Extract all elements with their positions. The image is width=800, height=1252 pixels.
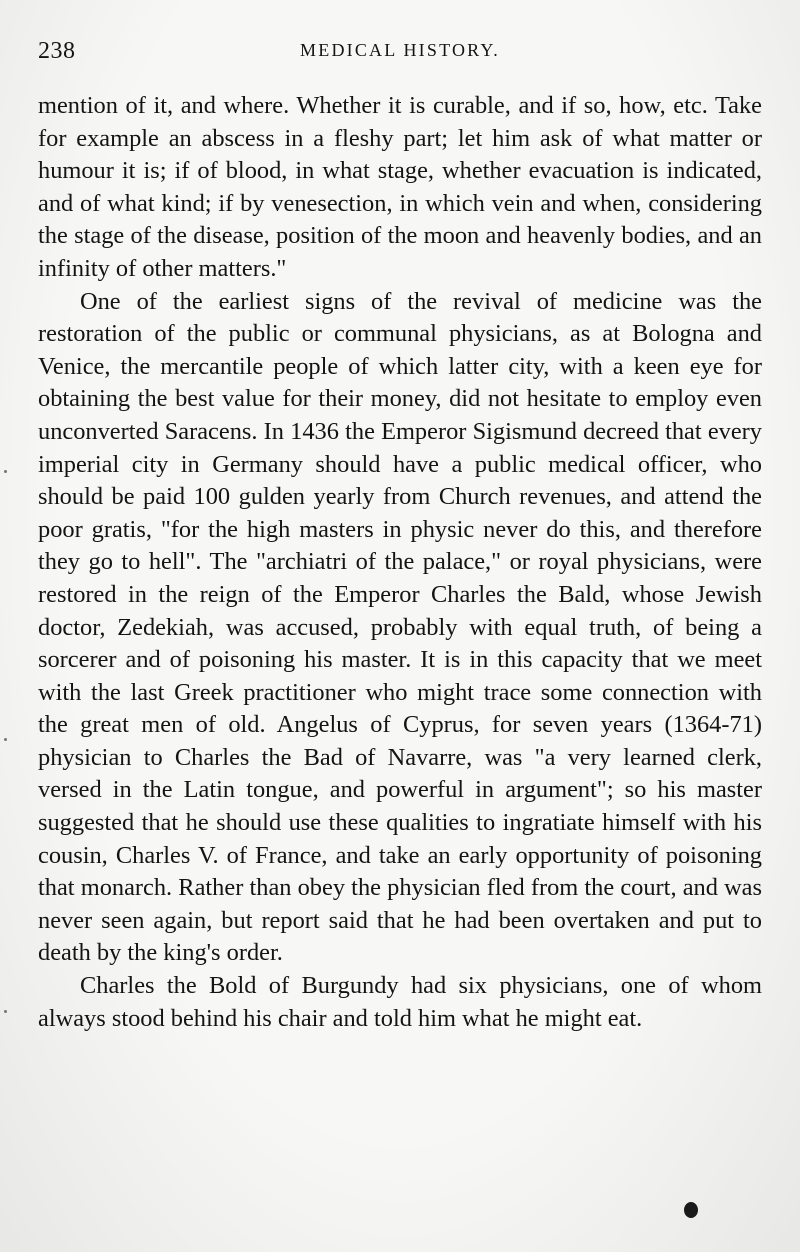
paragraph-physicians: One of the earliest signs of the revival of medicine was the restoration of the public or communal physicians, as at Bologna and Venice, the mercantile people of which latter city, with a keen eye for obtaining the best value for their money, did not hesitate to employ even unconverted Saracens. In 1436 the Emperor Sigismund decreed that every imperial city in Germany should have a public medical officer, who should be paid 100 gulden yearly from Church revenues, and attend the poor gratis, "for the high masters in physic never do this, and therefore they go to hell". The "archiatri of the palace," or royal physicians, were restored in the reign of the Emperor Charles the Bald, whose Jewish doctor, Zedekiah, was accused, probably with equal truth, of being a sorcerer and of poisoning his master. It is in this capacity that we meet with the last Greek practitioner who might trace some connection with the great men of old. Angelus of Cyprus, for seven years (1364-71) physician to Charles the Bad of Navarre, was "a very learned clerk, versed in the Latin tongue, and powerful in argument"; so his master suggested that he should use these qualities to ingratiate himself with his cousin, Charles V. of France, and take an early opportunity of poisoning that monarch. Rather than obey the physician fled from the court, and was never seen again, but report said that he had been overtaken and put to death by the king's order.	[38, 287, 762, 967]
margin-speck	[4, 470, 7, 473]
paragraph-burgundy: Charles the Bold of Burgundy had six physicians, one of whom always stood behind his chair and told him what he might eat.	[38, 972, 762, 1032]
margin-speck	[4, 1010, 7, 1013]
ink-blot	[684, 1202, 698, 1218]
paragraph-continuation: mention of it, and where. Whether it is curable, and if so, how, etc. Take for example an abscess in a fleshy part; let him ask of what matter or humour it is; if of blood, in what stage, whether evacuation is indicated, and of what kind; if by venesection, in which vein and when, considering the stage of the disease, position of the moon and heavenly bodies, and an infinity of other matters."	[38, 92, 762, 282]
margin-speck	[4, 738, 7, 741]
page-number: 238	[38, 38, 76, 64]
body-text	[38, 90, 762, 1035]
running-head	[38, 32, 762, 72]
running-title: MEDICAL HISTORY.	[300, 40, 500, 60]
